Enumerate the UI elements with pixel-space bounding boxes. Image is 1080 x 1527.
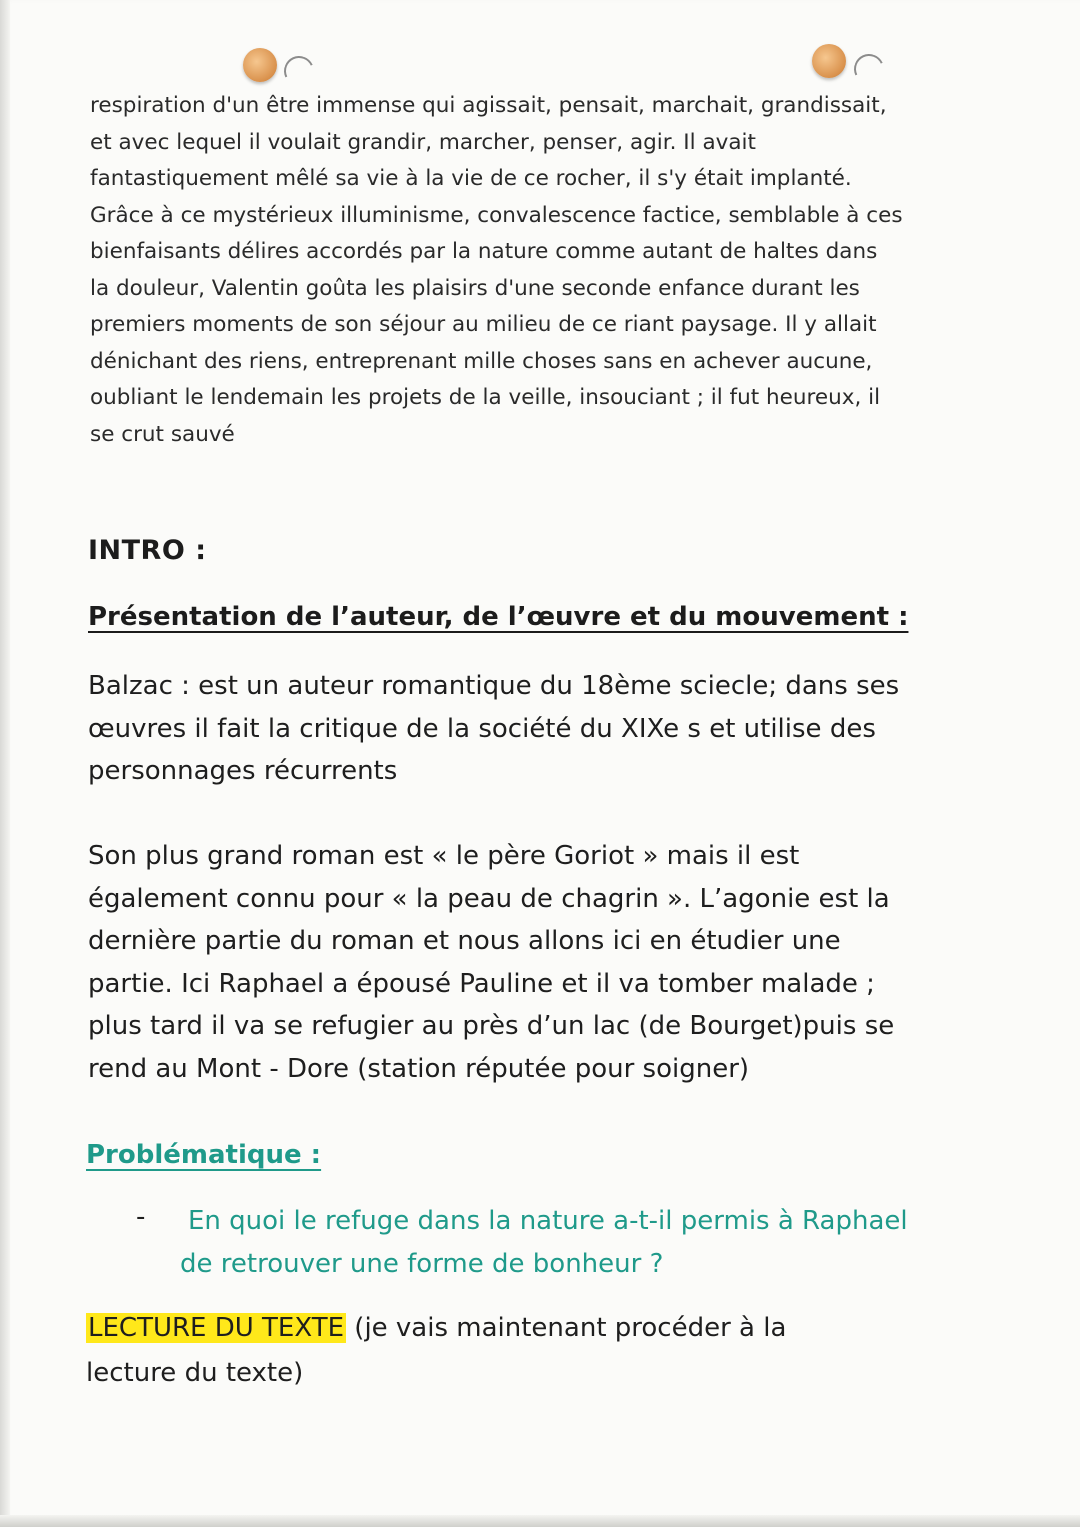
quote-line: se crut sauvé [90,421,235,447]
paper-left-edge [0,0,10,1527]
novel-paragraph [88,835,988,1090]
quote-line: premiers moments de son séjour au milieu de ce riant paysage. Il y allait [90,312,877,337]
paragraph-line: Balzac : est un auteur romantique du 18ème sciecle; dans ses [88,671,900,701]
author-paragraph [88,665,988,793]
paragraph-line: partie. Ici Raphael a épousé Pauline et il va tomber malade ; [88,968,875,999]
paragraph-line: rend au Mont - Dore (station réputée pour soigner) [88,1053,750,1084]
quote-line: la douleur, Valentin goûta les plaisirs d'une seconde enfance durant les [90,275,860,301]
quote-line: respiration d'un être immense qui agissait, pensait, marchait, grandissait, [90,93,887,118]
paragraph-line: Son plus grand roman est « le père Goriot » mais il est [88,841,800,871]
paragraph-line: plus tard il va se refugier au près d’un lac (de Bourget)puis se [88,1011,895,1041]
reading-text: (je vais maintenant procéder à la [346,1313,787,1343]
quote-line: oubliant le lendemain les projets de la veille, insouciant ; il fut heureux, il [90,385,881,410]
quote-line: fantastiquement mêlé sa vie à la vie de ce rocher, il s'y était implanté. [90,166,852,191]
quoted-excerpt [90,88,970,453]
reading-instruction [86,1306,966,1396]
bullet-dash: - [136,1202,146,1232]
pushpin-icon [243,48,277,82]
pushpin-icon [812,44,846,78]
intro-heading: INTRO : [88,535,207,566]
question-line: de retrouver une forme de bonheur ? [180,1249,664,1279]
paragraph-line: œuvres il fait la critique de la société du XIXe s et utilise des [88,713,876,744]
quote-line: dénichant des riens, entreprenant mille choses sans en achever aucune, [90,348,873,374]
quote-line: et avec lequel il voulait grandir, marcher, penser, agir. Il avait [90,129,756,155]
question-line: En quoi le refuge dans la nature a-t-il permis à Raphael [188,1206,908,1236]
problematique-heading: Problématique : [86,1140,322,1170]
paragraph-line: personnages récurrents [88,756,398,786]
paper-bottom-edge [0,1515,1080,1527]
quote-line: bienfaisants délires accordés par la nature comme autant de haltes dans [90,239,878,264]
highlighted-label: LECTURE DU TEXTE [88,1313,345,1343]
problematique-question [180,1200,980,1286]
paragraph-line: dernière partie du roman et nous allons ici en étudier une [88,926,841,956]
pushpin-wire-icon [280,52,318,90]
presentation-heading: Présentation de l’auteur, de l’œuvre et du mouvement : [88,602,909,632]
reading-text: lecture du texte) [86,1358,304,1388]
paragraph-line: également connu pour « la peau de chagrin ». L’agonie est la [88,883,890,914]
pushpin-wire-icon [850,50,888,88]
quote-line: Grâce à ce mystérieux illuminisme, convalescence factice, semblable à ces [90,202,903,228]
